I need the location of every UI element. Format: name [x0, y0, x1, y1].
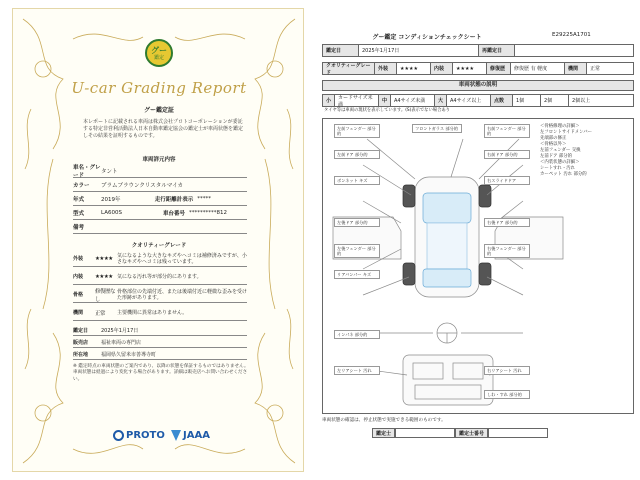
proto-logo-icon [113, 430, 124, 441]
quality-row-interior [73, 269, 247, 285]
vin-value: **********812 [189, 210, 228, 216]
legend-line: 先端部の修正 [540, 136, 567, 141]
damage-note: 右前フェンダー 部分的 [484, 124, 530, 138]
ext-stars: ★★★★ [397, 63, 431, 74]
vehicle-section-heading: 車両詳元内容 [142, 157, 176, 163]
appraisal-date-value: 2025年1月17日 [101, 327, 139, 334]
logo-bottom-text: 鑑定 [153, 54, 164, 61]
size-small-desc: カードサイズ未満 [335, 95, 379, 106]
legend-line: ＜骨格以外＞ [540, 142, 567, 147]
quality-stars: ★★★★ [95, 255, 113, 262]
address-value: 福岡県久留米市善導寺町 [101, 351, 157, 358]
inspector-number-value [488, 428, 548, 438]
size-legend-table [322, 94, 634, 107]
proto-brand [113, 430, 165, 441]
count-many: 2個以上 [572, 98, 591, 104]
shop-value: 福祉車両の専門店 [101, 339, 142, 346]
type-row [73, 207, 247, 220]
inspector-sign-row [372, 428, 548, 438]
certificate-title: グー鑑定証 [143, 107, 174, 114]
engine-value: 正常 [590, 66, 601, 72]
int-label: 内装 [431, 63, 453, 74]
jaaa-logo-icon [171, 430, 181, 441]
quality-row-engine [73, 305, 247, 321]
count-two: 2個 [541, 95, 569, 106]
address-row [73, 349, 247, 360]
quality-desc: 骨格部位の先端付近、または後端付近に軽微な歪みを受けた形跡があります。 [117, 288, 248, 301]
engine-label: 機関 [565, 63, 587, 74]
quality-label: 骨格 [73, 292, 84, 298]
color-label: カラー [73, 183, 90, 189]
damage-note: フロントガラス 部分的 [412, 124, 462, 133]
inspector-label: 鑑定士 [372, 428, 395, 438]
count-one: 1個 [513, 95, 541, 106]
sheet-id: E29225A1701 [552, 32, 591, 38]
damage-note: リアバンパー キズ [334, 270, 380, 279]
int-stars: ★★★★ [453, 63, 487, 74]
quality-stars: 修復歴なし [95, 288, 116, 303]
year-label: 年式 [73, 197, 85, 203]
jaaa-brand [171, 430, 210, 441]
sheet-warning: タイヤ等は車両の現状を表示しています。(S)表示でない場合あり [324, 108, 450, 113]
size-medium-desc: A4サイズ未満 [391, 95, 435, 106]
shop-label: 販売店 [73, 339, 89, 346]
quality-desc: 主要機関に異常はありません。 [117, 309, 188, 316]
legend-line: ＜内装状態の詳細＞ [540, 160, 580, 165]
damage-note: 左前フェンダー 部分的 [334, 124, 380, 138]
quality-label: 外装 [73, 256, 84, 262]
logo-top-text: グー [151, 45, 167, 55]
model-label: 車名・グレード [73, 165, 101, 179]
certificate-intro: 本レポートに記載される車両は株式会社プロトコーポレーションが委託する特定非営利活動法人日本自動車鑑定協会の鑑定士が車両状態を鑑定しその結果を証明するものです。 [83, 119, 244, 139]
model-value: タント [101, 169, 118, 175]
damage-note: 右スライドドア [484, 176, 530, 185]
inspector-value [395, 428, 455, 438]
size-medium-label: 中 [379, 95, 391, 106]
damage-note: しわ・すれ 部分的 [484, 390, 530, 399]
reappraisal-label: 再鑑定日 [479, 45, 515, 56]
repair-detail-legend [540, 124, 628, 178]
grade-label: クオリティーグレード [323, 63, 375, 74]
report-title: U-car Grading Report [71, 79, 247, 97]
count-label: 点数 [491, 95, 513, 106]
color-value: プラムブラウンクリスタルマイカ [101, 183, 183, 189]
grade-row [323, 63, 633, 74]
quality-desc: 気になる汚れ等が部分的にあります。 [117, 273, 202, 280]
quality-row-exterior [73, 251, 247, 267]
date-table [322, 44, 634, 57]
quality-label: 機関 [73, 310, 84, 316]
damage-note: 左後ドア 部分的 [334, 218, 380, 227]
year-row [73, 193, 247, 206]
quality-stars: ★★★★ [95, 273, 113, 280]
damage-note: 右後ドア 部分的 [484, 218, 530, 227]
quality-desc: 気になるような大きなキズやヘコミは補修済みですが、小さなキズやヘコミは残っています。 [117, 252, 247, 265]
damage-note: 左リアシート 汚れ [334, 366, 380, 375]
type-label: 型式 [73, 211, 85, 217]
inspector-number-label: 鑑定士番号 [455, 428, 488, 438]
quality-section-heading: クオリティーグレード [131, 243, 187, 249]
type-value: LA600S [101, 210, 122, 216]
size-small-label: 小 [323, 95, 335, 106]
certificate-notes: ※ 鑑定時点の車両状態のご案内であり、以降の状態を保証するものではありません。車両状態は経過により変化する場合があります。詳細は販売店へお問い合わせください。 [73, 364, 249, 382]
mileage-label: 走行距離計表示 [154, 197, 194, 203]
quality-row-frame [73, 287, 247, 303]
legend-line: シートすれ・汚れ [540, 166, 575, 171]
mileage-value: ***** [197, 196, 212, 202]
grading-certificate [12, 8, 304, 472]
size-large-desc: A4サイズ以上 [447, 95, 491, 106]
state-caption: 車両状態の説明 [322, 80, 634, 91]
damage-note: 右リアシート 汚れ [484, 366, 530, 375]
address-label: 所在地 [73, 351, 89, 358]
size-legend-row [323, 95, 633, 106]
appraisal-date-label: 鑑定日 [73, 327, 89, 334]
legend-line: 左前フェンダー 交換 [540, 148, 581, 153]
quality-stars: 正常 [95, 310, 106, 317]
proto-brand-text: PROTO [126, 430, 165, 441]
frame-value: 修復歴 有 軽度 [511, 63, 565, 74]
date-row [323, 45, 633, 56]
color-row [73, 179, 247, 192]
shop-row [73, 337, 247, 348]
frame-label: 修復歴 [487, 63, 511, 74]
quality-label: 内装 [73, 274, 84, 280]
damage-note: 右後フェンダー 部分的 [484, 244, 530, 258]
damage-note: 左後フェンダー 部分的 [334, 244, 380, 258]
vin-label: 車台番号 [163, 211, 186, 217]
ext-label: 外装 [375, 63, 397, 74]
damage-note: 左前ドア 部分的 [334, 150, 380, 159]
model-row [73, 165, 247, 178]
goo-kantei-logo [145, 39, 173, 67]
appraisal-date-row [73, 325, 247, 336]
damage-note: インパネ 部分的 [334, 330, 380, 339]
reappraisal-value [515, 45, 633, 56]
date-value: 2025年1月17日 [359, 45, 479, 56]
legend-line: カーペット 汚れ 部分的 [540, 172, 587, 177]
legend-line: ＜骨格修理の詳細＞ [540, 124, 580, 129]
remarks-label: 備考 [73, 225, 85, 231]
damage-note: 右前ドア 部分的 [484, 150, 530, 159]
sheet-title: グー鑑定 コンディションチェックシート [372, 34, 482, 41]
size-large-label: 大 [435, 95, 447, 106]
year-value: 2019年 [101, 197, 121, 203]
damage-note: ボンネット キズ [334, 176, 380, 185]
grade-table [322, 62, 634, 75]
legend-line: 左フロントサイドメンバー [540, 130, 593, 135]
legend-line: 左前ドア 部分的 [540, 154, 572, 159]
remarks-row [73, 221, 247, 234]
jaaa-brand-text: JAAA [183, 430, 210, 441]
date-label: 鑑定日 [323, 45, 359, 56]
sheet-footer: 車両状態の確認は、停止状態で実施できる範囲のものです。 [322, 418, 446, 423]
